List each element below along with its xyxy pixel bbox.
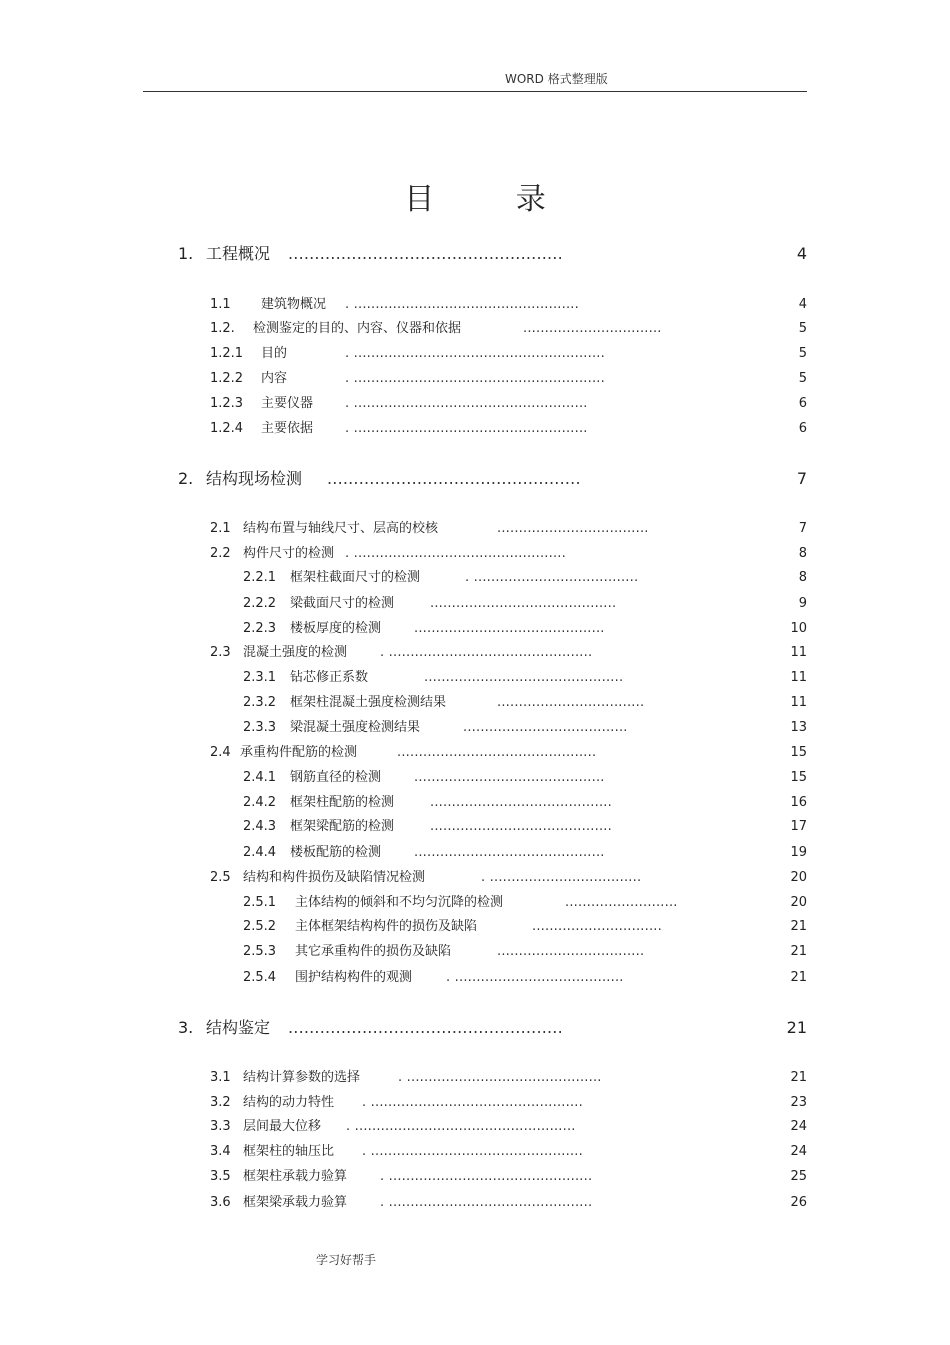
toc-entry[interactable] bbox=[0, 369, 950, 391]
toc-entry-leader: . ................................... bbox=[481, 870, 642, 885]
toc-entry-leader: . ...................................... bbox=[465, 570, 639, 585]
toc-entry[interactable] bbox=[0, 817, 950, 839]
toc-entry[interactable] bbox=[0, 693, 950, 715]
toc-entry-number: 3.6 bbox=[210, 1195, 231, 1210]
page-header: WORD 格式整理版 bbox=[505, 72, 608, 86]
toc-entry-number: 2.3 bbox=[210, 645, 231, 660]
toc-entry[interactable] bbox=[0, 793, 950, 815]
toc-entry[interactable] bbox=[0, 893, 950, 915]
toc-entry-number: 1.2.4 bbox=[210, 421, 244, 436]
toc-entry-page-number: 7 bbox=[798, 521, 807, 536]
toc-entry-title: 混凝土强度的检测 bbox=[243, 645, 348, 660]
toc-entry-page-number: 21 bbox=[786, 1018, 807, 1037]
toc-entry[interactable] bbox=[0, 1093, 950, 1115]
toc-entry-page-number: 15 bbox=[790, 745, 807, 760]
toc-entry-title: 框架柱配筋的检测 bbox=[290, 795, 395, 810]
toc-entry-number: 3.4 bbox=[210, 1144, 231, 1159]
toc-entry-leader: ................................ bbox=[523, 321, 662, 336]
toc-entry-number: 1.1 bbox=[210, 297, 231, 312]
toc-entry-number: 2.5.1 bbox=[243, 895, 277, 910]
toc-entry-page-number: 15 bbox=[790, 770, 807, 785]
toc-entry-leader: . ...................................................... bbox=[345, 421, 588, 436]
toc-entry-page-number: 19 bbox=[790, 845, 807, 860]
toc-entry-number: 2. bbox=[178, 469, 194, 488]
toc-entry-title: 框架柱混凝土强度检测结果 bbox=[290, 695, 447, 710]
toc-entry-number: 2.3.1 bbox=[243, 670, 277, 685]
toc-entry-leader: . ............................................... bbox=[380, 1169, 593, 1184]
toc-entry-leader: ............................................ bbox=[414, 845, 605, 860]
toc-entry-leader: .................................................... bbox=[288, 1018, 563, 1037]
toc-entry-page-number: 6 bbox=[798, 396, 807, 411]
toc-entry-page-number: 5 bbox=[798, 371, 807, 386]
toc-entry-title: 目的 bbox=[261, 346, 288, 361]
toc-entry-leader: . ............................................... bbox=[380, 645, 593, 660]
toc-entry-number: 2.2 bbox=[210, 546, 231, 561]
toc-entry[interactable] bbox=[0, 868, 950, 890]
toc-entry-leader: ........................................... bbox=[430, 596, 617, 611]
toc-entry-page-number: 9 bbox=[798, 596, 807, 611]
toc-entry-number: 3.3 bbox=[210, 1119, 231, 1134]
toc-entry-number: 3. bbox=[178, 1018, 194, 1037]
toc-entry[interactable] bbox=[0, 319, 950, 341]
toc-entry-page-number: 17 bbox=[790, 819, 807, 834]
toc-entry-title: 主要依据 bbox=[261, 421, 314, 436]
toc-entry-leader: ...................................... bbox=[463, 720, 628, 735]
toc-entry-page-number: 4 bbox=[798, 297, 807, 312]
toc-entry-leader: .......................................... bbox=[430, 819, 612, 834]
toc-entry-number: 1.2.1 bbox=[210, 346, 244, 361]
toc-entry-title: 构件尺寸的检测 bbox=[243, 546, 335, 561]
toc-entry-page-number: 4 bbox=[796, 244, 807, 263]
toc-entry-title: 结构鉴定 bbox=[206, 1018, 271, 1037]
toc-entry-title: 楼板配筋的检测 bbox=[290, 845, 382, 860]
toc-entry-title: 主要仪器 bbox=[261, 396, 314, 411]
toc-entry[interactable] bbox=[0, 968, 950, 990]
toc-entry-page-number: 7 bbox=[796, 469, 807, 488]
toc-entry-number: 2.5.4 bbox=[243, 970, 277, 985]
toc-entry-number: 2.4.3 bbox=[243, 819, 277, 834]
toc-entry-title: 结构的动力特性 bbox=[243, 1095, 335, 1110]
toc-entry-leader: . ................................................. bbox=[362, 1144, 583, 1159]
toc-entry-page-number: 24 bbox=[790, 1144, 807, 1159]
toc-entry-page-number: 23 bbox=[790, 1095, 807, 1110]
toc-entry-leader: .............................................. bbox=[424, 670, 624, 685]
toc-entry-number: 2.3.3 bbox=[243, 720, 277, 735]
toc-entry-number: 1. bbox=[178, 244, 194, 263]
toc-entry-title: 其它承重构件的损伤及缺陷 bbox=[295, 944, 452, 959]
toc-entry-number: 2.2.2 bbox=[243, 596, 277, 611]
toc-entry[interactable] bbox=[0, 568, 950, 590]
toc-entry[interactable] bbox=[0, 394, 950, 416]
toc-entry-title: 框架柱承载力验算 bbox=[243, 1169, 348, 1184]
toc-entry-title: 工程概况 bbox=[206, 244, 271, 263]
toc-entry[interactable] bbox=[0, 344, 950, 366]
toc-entry-page-number: 11 bbox=[790, 695, 807, 710]
toc-entry[interactable] bbox=[0, 843, 950, 865]
toc-entry-leader: . ...................................................... bbox=[345, 396, 588, 411]
toc-entry-number: 2.5 bbox=[210, 870, 231, 885]
toc-entry[interactable] bbox=[0, 1117, 950, 1139]
toc-entry-leader: . ............................................. bbox=[398, 1070, 602, 1085]
toc-entry-number: 2.5.2 bbox=[243, 919, 277, 934]
toc-entry[interactable] bbox=[0, 1142, 950, 1164]
toc-entry-page-number: 21 bbox=[790, 1070, 807, 1085]
toc-entry-title: 框架柱截面尺寸的检测 bbox=[290, 570, 421, 585]
toc-entry-page-number: 5 bbox=[798, 321, 807, 336]
toc-entry-title: 梁混凝土强度检测结果 bbox=[290, 720, 421, 735]
toc-title: 目 录 bbox=[404, 182, 582, 217]
toc-entry[interactable] bbox=[0, 1018, 950, 1040]
toc-entry-leader: . .......................................................... bbox=[345, 371, 605, 386]
toc-entry-leader: . .......................................................... bbox=[345, 346, 605, 361]
toc-entry-title: 框架梁承载力验算 bbox=[243, 1195, 348, 1210]
toc-entry[interactable] bbox=[0, 917, 950, 939]
toc-entry-title: 钻芯修正系数 bbox=[290, 670, 369, 685]
toc-entry[interactable] bbox=[0, 942, 950, 964]
toc-entry[interactable] bbox=[0, 519, 950, 541]
toc-entry-leader: .................................. bbox=[497, 944, 645, 959]
toc-entry-leader: . ................................................. bbox=[362, 1095, 583, 1110]
toc-entry-title: 承重构件配筋的检测 bbox=[240, 745, 358, 760]
toc-entry[interactable] bbox=[0, 1167, 950, 1189]
toc-entry-page-number: 21 bbox=[790, 970, 807, 985]
toc-entry[interactable] bbox=[0, 295, 950, 317]
toc-entry-number: 2.2.1 bbox=[243, 570, 277, 585]
toc-entry-page-number: 21 bbox=[790, 919, 807, 934]
toc-entry-leader: .................................. bbox=[497, 695, 645, 710]
toc-entry-leader: .......................................... bbox=[430, 795, 612, 810]
toc-entry-page-number: 13 bbox=[790, 720, 807, 735]
toc-entry-leader: ................................................ bbox=[327, 469, 581, 488]
toc-entry-title: 主体结构的倾斜和不均匀沉降的检测 bbox=[295, 895, 504, 910]
toc-entry[interactable] bbox=[0, 1068, 950, 1090]
toc-entry-leader: ............................................ bbox=[414, 621, 605, 636]
toc-entry[interactable] bbox=[0, 718, 950, 740]
toc-entry-title: 结构布置与轴线尺寸、层高的校核 bbox=[243, 521, 439, 536]
toc-entry-page-number: 26 bbox=[790, 1195, 807, 1210]
toc-entry[interactable] bbox=[0, 743, 950, 765]
toc-entry-leader: .............................................. bbox=[397, 745, 597, 760]
toc-entry-title: 梁截面尺寸的检测 bbox=[290, 596, 395, 611]
toc-entry-number: 3.2 bbox=[210, 1095, 231, 1110]
toc-entry-page-number: 24 bbox=[790, 1119, 807, 1134]
toc-entry-page-number: 20 bbox=[790, 870, 807, 885]
toc-entry-leader: ................................... bbox=[497, 521, 649, 536]
toc-entry-number: 3.5 bbox=[210, 1169, 231, 1184]
toc-entry-leader: . .................................................... bbox=[345, 297, 579, 312]
toc-entry-number: 2.2.3 bbox=[243, 621, 277, 636]
toc-entry-page-number: 11 bbox=[790, 670, 807, 685]
toc-entry[interactable] bbox=[0, 469, 950, 491]
toc-entry-page-number: 11 bbox=[790, 645, 807, 660]
toc-entry-number: 2.4 bbox=[210, 745, 231, 760]
toc-entry-leader: . ....................................... bbox=[446, 970, 624, 985]
toc-entry-leader: .............................. bbox=[532, 919, 662, 934]
toc-entry-title: 建筑物概况 bbox=[261, 297, 327, 312]
page-footer: 学习好帮手 bbox=[316, 1253, 377, 1267]
toc-entry-leader: .......................... bbox=[565, 895, 678, 910]
toc-entry-number: 2.4.2 bbox=[243, 795, 277, 810]
toc-entry-number: 1.2. bbox=[210, 321, 235, 336]
toc-entry-page-number: 10 bbox=[790, 621, 807, 636]
toc-entry-number: 2.5.3 bbox=[243, 944, 277, 959]
toc-entry-page-number: 8 bbox=[798, 546, 807, 561]
toc-entry-number: 1.2.2 bbox=[210, 371, 244, 386]
toc-entry-leader: . ................................................. bbox=[345, 546, 566, 561]
toc-entry-title: 检测鉴定的目的、内容、仪器和依据 bbox=[253, 321, 462, 336]
header-divider bbox=[143, 91, 807, 92]
toc-entry-number: 2.4.1 bbox=[243, 770, 277, 785]
toc-entry-leader: ............................................ bbox=[414, 770, 605, 785]
toc-entry-leader: . ................................................... bbox=[346, 1119, 576, 1134]
toc-entry-number: 1.2.3 bbox=[210, 396, 244, 411]
toc-entry-page-number: 8 bbox=[798, 570, 807, 585]
toc-entry-title: 围护结构构件的观测 bbox=[295, 970, 413, 985]
toc-entry-title: 主体框架结构构件的损伤及缺陷 bbox=[295, 919, 478, 934]
toc-entry-title: 钢筋直径的检测 bbox=[290, 770, 382, 785]
toc-entry[interactable] bbox=[0, 643, 950, 665]
toc-entry[interactable] bbox=[0, 594, 950, 616]
toc-entry-title: 内容 bbox=[261, 371, 288, 386]
toc-entry-title: 结构现场检测 bbox=[206, 469, 303, 488]
toc-entry-number: 2.3.2 bbox=[243, 695, 277, 710]
toc-entry-title: 楼板厚度的检测 bbox=[290, 621, 382, 636]
toc-entry[interactable] bbox=[0, 619, 950, 641]
toc-entry-page-number: 21 bbox=[790, 944, 807, 959]
toc-entry-title: 结构和构件损伤及缺陷情况检测 bbox=[243, 870, 426, 885]
toc-entry[interactable] bbox=[0, 1193, 950, 1215]
toc-entry-number: 3.1 bbox=[210, 1070, 231, 1085]
toc-entry-page-number: 25 bbox=[790, 1169, 807, 1184]
toc-entry-page-number: 5 bbox=[798, 346, 807, 361]
toc-entry[interactable] bbox=[0, 244, 950, 266]
toc-entry[interactable] bbox=[0, 668, 950, 690]
toc-entry-number: 2.4.4 bbox=[243, 845, 277, 860]
toc-entry[interactable] bbox=[0, 544, 950, 566]
toc-entry-number: 2.1 bbox=[210, 521, 231, 536]
toc-entry-title: 结构计算参数的选择 bbox=[243, 1070, 361, 1085]
toc-entry-title: 框架梁配筋的检测 bbox=[290, 819, 395, 834]
toc-entry-page-number: 6 bbox=[798, 421, 807, 436]
toc-entry-page-number: 16 bbox=[790, 795, 807, 810]
toc-entry-title: 框架柱的轴压比 bbox=[243, 1144, 335, 1159]
toc-entry-leader: .................................................... bbox=[288, 244, 563, 263]
toc-entry-title: 层间最大位移 bbox=[243, 1119, 322, 1134]
toc-entry-page-number: 20 bbox=[790, 895, 807, 910]
toc-entry[interactable] bbox=[0, 419, 950, 441]
toc-entry[interactable] bbox=[0, 768, 950, 790]
toc-entry-leader: . ............................................... bbox=[380, 1195, 593, 1210]
